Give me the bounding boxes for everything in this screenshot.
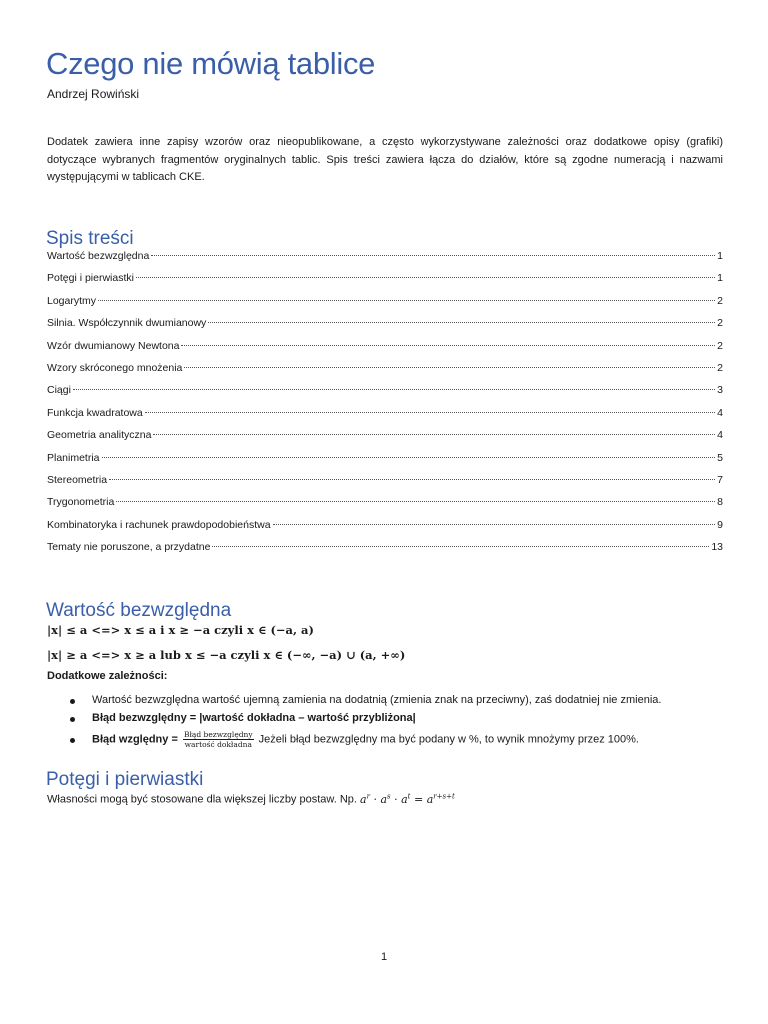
toc-leader-dots [102,457,716,458]
toc-item-ciagi[interactable] [47,384,723,398]
toc-item-label: Wzór dwumianowy Newtona [47,339,180,352]
toc-item-page: 2 [717,362,723,374]
toc-item-wzory-skroconego-mnozenia[interactable] [47,362,723,376]
toc-item-wartosc-bezwzgledna[interactable] [47,250,723,264]
toc-item-geometria-analityczna[interactable] [47,429,723,443]
toc-item-funkcja-kwadratowa[interactable] [47,407,723,421]
formula-abs-ge: |x| ≥ a <=> x ≥ a lub x ≤ −a czyli x ∈ (−∞, −a) ∪ (a, +∞) [47,648,406,662]
toc-item-label: Tematy nie poruszone, a przydatne [47,541,211,554]
toc-item-page: 1 [717,272,723,285]
relative-error-fraction [183,730,254,749]
toc-leader-dots [181,345,715,346]
toc-leader-dots [116,501,715,502]
page-number: 1 [380,951,388,963]
powers-formula: $a^r \cdot a^s \cdot a^t = a^{r+s+t}$ [360,792,455,806]
document-title: Czego nie mówią tablice [46,46,376,81]
toc-item-page: 1 [717,250,723,262]
toc-item-page: 2 [717,339,723,352]
toc-leader-dots [153,434,715,435]
toc-item-page: 9 [717,518,723,531]
toc-item-label: Ciągi [47,384,71,397]
toc-item-silnia[interactable] [47,317,723,331]
toc-leader-dots [98,300,715,301]
toc-item-label: Potęgi i pierwiastki [47,272,134,285]
toc-item-label: Silnia. Współczynnik dwumianowy [47,317,207,330]
fraction-denominator: wartość dokładna [184,740,252,749]
toc-item-label: Logarytmy [47,294,97,307]
toc-item-page: 3 [717,384,723,397]
relative-error-note: Jeżeli błąd bezwzględny ma być podany w %, to wynik mnożymy przez 100%. [255,733,639,746]
toc-item-page: 2 [717,317,723,330]
section-heading-potegi: Potęgi i pierwiastki [46,769,204,790]
toc-item-label: Planimetria [47,451,100,464]
bullet-dot [70,699,75,704]
toc-item-logarytmy[interactable] [47,295,723,309]
intro-paragraph: Dodatek zawiera inne zapisy wzorów oraz nieopublikowane, a często wykorzystywane zależności oraz dodatkowe opisy (grafiki) dotyczące wybranych fragmentów oryginalnych tablic. Spis treści zawiera łącza do działów, które są zgodne numeracją i nazwami występującymi w tablicach CKE. [47,136,723,183]
toc-leader-dots [73,389,715,390]
toc-item-potegi-i-pierwiastki[interactable] [47,272,723,286]
toc-leader-dots [208,322,715,323]
additional-deps-label: Dodatkowe zależności: [47,670,168,682]
fraction-numerator: Błąd bezwzględny [183,730,253,739]
toc-item-stereometria[interactable] [47,474,723,488]
toc-item-page: 2 [717,294,723,307]
author-name: Andrzej Rowiński [47,87,140,101]
section-heading-wartosc-bezwzgledna: Wartość bezwzględna [46,600,232,621]
toc-item-page: 13 [711,541,723,554]
toc-item-wzor-newtona[interactable] [47,340,723,354]
toc-item-trygonometria[interactable] [47,496,723,510]
bullet-text-relative-error [92,730,639,749]
toc-item-label: Geometria analityczna [47,429,152,442]
toc-leader-dots [212,546,709,547]
bullet-dot [70,738,75,743]
toc-leader-dots [109,479,715,480]
toc-item-label: Kombinatoryka i rachunek prawdopodobieństwa [47,518,271,531]
toc-item-page: 4 [717,406,723,419]
toc-item-label: Trygonometria [47,496,115,509]
toc-heading: Spis treści [46,228,134,249]
powers-paragraph [47,792,455,806]
toc-item-page: 4 [717,429,723,442]
toc-leader-dots [273,524,716,525]
toc-item-planimetria[interactable] [47,452,723,466]
formula-abs-le: |x| ≤ a <=> x ≤ a i x ≥ −a czyli x ∈ (−a, a) [47,623,314,637]
toc-item-kombinatoryka[interactable] [47,519,723,533]
toc-item-label: Wartość bezwzględna [47,250,150,262]
equals-sign: = [168,733,181,746]
bullet-text: Błąd bezwzględny = |wartość dokładna – wartość przybliżona| [92,712,416,724]
toc-leader-dots [145,412,715,413]
toc-item-page: 8 [717,496,723,509]
toc-item-page: 5 [717,451,723,464]
toc-item-label: Stereometria [47,474,108,486]
bullet-text: Wartość bezwzględna wartość ujemną zamienia na dodatnią (zmienia znak na przeciwny), zaś dodatniej nie zmienia. [92,694,662,706]
toc-item-tematy-nie-poruszone[interactable] [47,541,723,555]
toc-leader-dots [136,277,715,278]
toc-leader-dots [151,255,715,256]
bullet-dot [70,717,75,722]
toc-leader-dots [184,367,715,368]
toc-item-label: Funkcja kwadratowa [47,406,143,419]
relative-error-label: Błąd względny [92,733,169,746]
toc-item-page: 7 [717,474,723,486]
toc-item-label: Wzory skróconego mnożenia [47,362,183,374]
powers-text: Własności mogą być stosowane dla większej liczby postaw. Np. [47,793,361,806]
